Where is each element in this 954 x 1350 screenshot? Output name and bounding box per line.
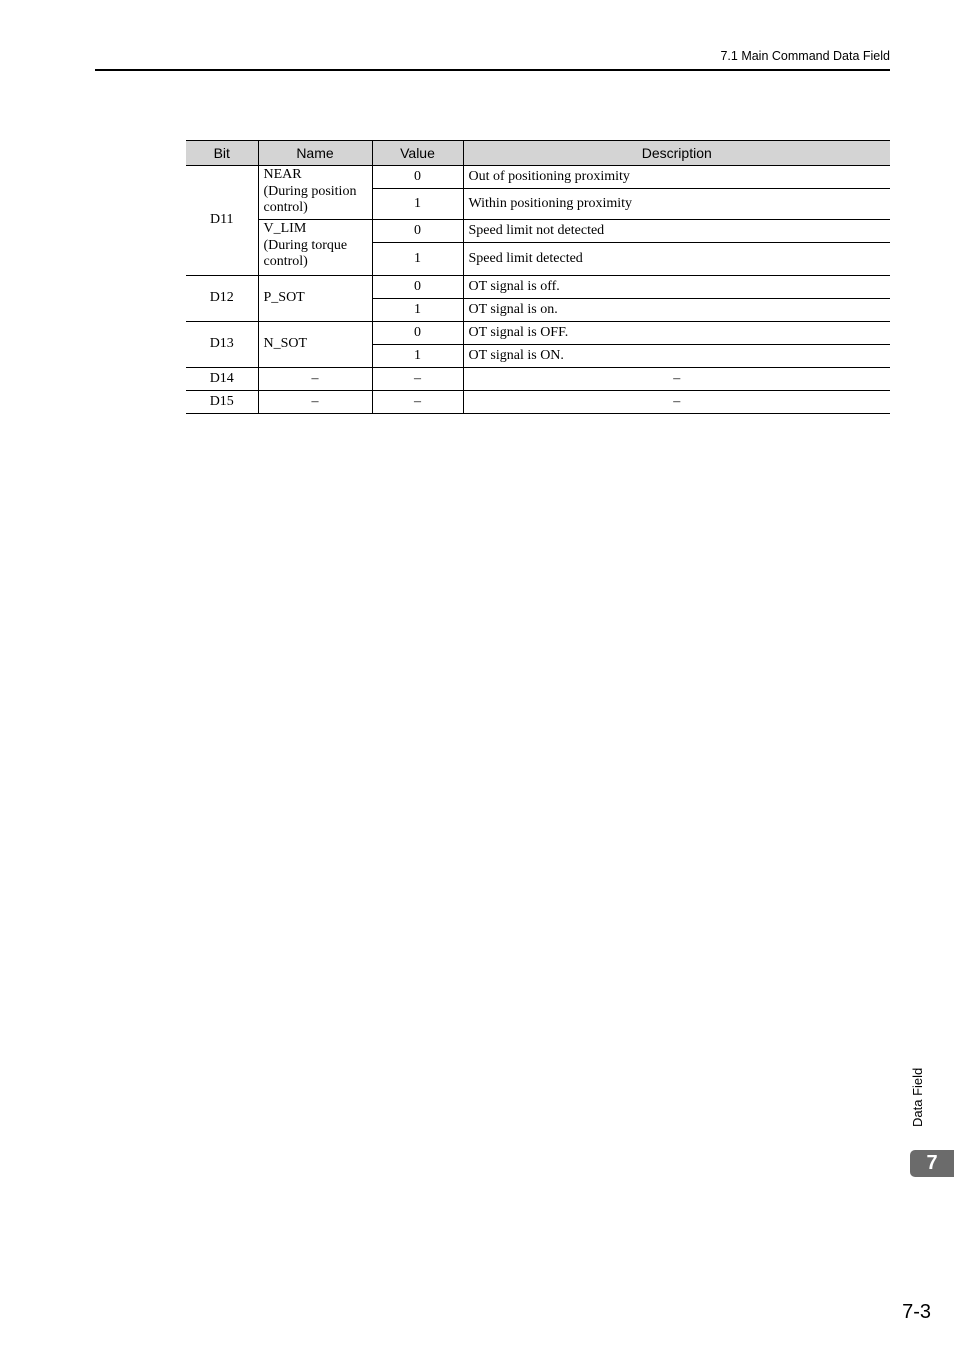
name-cell: – bbox=[258, 368, 372, 391]
description-cell: Speed limit detected bbox=[463, 243, 890, 276]
value-cell: – bbox=[372, 368, 463, 391]
running-header: 7.1 Main Command Data Field bbox=[720, 49, 890, 63]
col-header-description: Description bbox=[463, 141, 890, 166]
name-cell: N_SOT bbox=[258, 322, 372, 368]
value-cell: 0 bbox=[372, 220, 463, 243]
table-row bbox=[186, 276, 890, 299]
name-cell: V_LIM (During torque control) bbox=[258, 220, 372, 276]
description-cell: OT signal is on. bbox=[463, 299, 890, 322]
value-cell: 0 bbox=[372, 166, 463, 189]
col-header-value: Value bbox=[372, 141, 463, 166]
table-row bbox=[186, 220, 890, 243]
bit-cell: D12 bbox=[186, 276, 258, 322]
description-cell: Out of positioning proximity bbox=[463, 166, 890, 189]
bit-cell: D11 bbox=[186, 166, 258, 276]
value-cell: 0 bbox=[372, 276, 463, 299]
name-cell: NEAR (During position control) bbox=[258, 166, 372, 220]
value-cell: 1 bbox=[372, 189, 463, 220]
description-cell: – bbox=[463, 391, 890, 414]
bit-table bbox=[186, 140, 890, 414]
bit-cell: D14 bbox=[186, 368, 258, 391]
description-cell: Within positioning proximity bbox=[463, 189, 890, 220]
value-cell: 1 bbox=[372, 345, 463, 368]
col-header-name: Name bbox=[258, 141, 372, 166]
side-section-label: Data Field bbox=[910, 1067, 925, 1127]
chapter-tab: 7 bbox=[910, 1150, 954, 1177]
table-row bbox=[186, 322, 890, 345]
description-cell: OT signal is off. bbox=[463, 276, 890, 299]
header-rule bbox=[95, 69, 890, 71]
value-cell: 1 bbox=[372, 299, 463, 322]
description-cell: – bbox=[463, 368, 890, 391]
description-cell: OT signal is OFF. bbox=[463, 322, 890, 345]
bit-cell: D15 bbox=[186, 391, 258, 414]
col-header-bit: Bit bbox=[186, 141, 258, 166]
description-cell: OT signal is ON. bbox=[463, 345, 890, 368]
value-cell: 0 bbox=[372, 322, 463, 345]
page-number: 7-3 bbox=[902, 1301, 931, 1323]
table-row bbox=[186, 368, 890, 391]
name-cell: – bbox=[258, 391, 372, 414]
table-row bbox=[186, 166, 890, 189]
table-header-row bbox=[186, 141, 890, 166]
name-cell: P_SOT bbox=[258, 276, 372, 322]
bit-cell: D13 bbox=[186, 322, 258, 368]
value-cell: 1 bbox=[372, 243, 463, 276]
table-row bbox=[186, 391, 890, 414]
description-cell: Speed limit not detected bbox=[463, 220, 890, 243]
value-cell: – bbox=[372, 391, 463, 414]
